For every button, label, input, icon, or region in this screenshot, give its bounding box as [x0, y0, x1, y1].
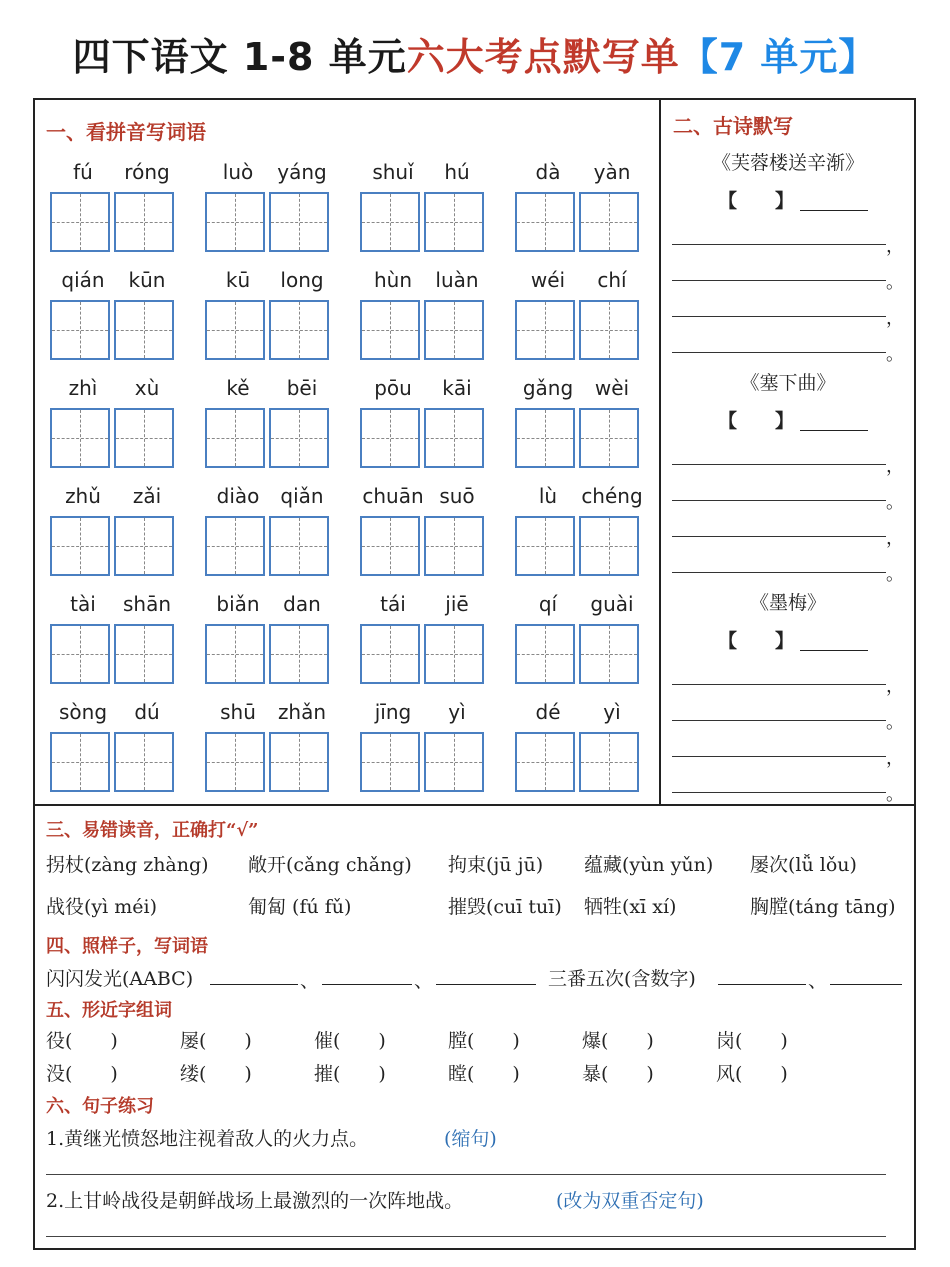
- poem-punctuation: ，: [886, 236, 904, 257]
- pinyin-syllable: zǎi: [132, 484, 162, 508]
- writing-box[interactable]: [205, 624, 265, 684]
- pinyin-syllable: lù: [538, 484, 558, 508]
- pinyin-syllable: pōu: [374, 376, 412, 400]
- pinyin-syllable: shuǐ: [372, 160, 414, 184]
- pinyin-syllable: dú: [134, 700, 160, 724]
- pinyin-label: [515, 484, 647, 512]
- poem-title: 《塞下曲》: [740, 372, 836, 394]
- poem-answer-line[interactable]: [672, 756, 886, 757]
- pinyin-label: [515, 376, 647, 404]
- poem-author-blank[interactable]: [800, 634, 868, 651]
- writing-box[interactable]: [515, 516, 575, 576]
- divider-vertical: [659, 98, 661, 805]
- char-item: 役( ): [46, 1030, 118, 1052]
- pinyin-label: [50, 376, 182, 404]
- poem-answer-line[interactable]: [672, 536, 886, 537]
- pinyin-syllable: wèi: [594, 376, 630, 400]
- poem-punctuation: 。: [886, 492, 904, 513]
- reading-item: 匍匐 (fú fǔ): [248, 896, 352, 918]
- writing-box[interactable]: [515, 624, 575, 684]
- title-part-blue: 【7 单元】: [679, 35, 878, 79]
- poem-answer-line[interactable]: [672, 244, 886, 245]
- writing-box[interactable]: [269, 192, 329, 252]
- answer-blank[interactable]: [436, 984, 536, 985]
- poem-punctuation: ，: [886, 748, 904, 769]
- writing-box[interactable]: [50, 624, 110, 684]
- poem-answer-line[interactable]: [672, 572, 886, 573]
- pinyin-syllable: luò: [222, 160, 254, 184]
- reading-item: 拐杖(zàng zhàng): [46, 854, 209, 876]
- writing-box[interactable]: [424, 192, 484, 252]
- pinyin-syllable: sòng: [58, 700, 108, 724]
- answer-blank[interactable]: [830, 984, 902, 985]
- writing-box[interactable]: [579, 408, 639, 468]
- writing-box[interactable]: [114, 408, 174, 468]
- section4-title: 四、照样子，写词语: [46, 936, 208, 957]
- title-part-red: 六大考点默写单: [406, 35, 680, 79]
- pinyin-syllable: chéng: [581, 484, 643, 508]
- pinyin-label: [50, 268, 182, 296]
- poem-punctuation: 。: [886, 784, 904, 805]
- pinyin-label: [360, 268, 492, 296]
- pinyin-syllable: chuān: [362, 484, 424, 508]
- pinyin-label: [360, 376, 492, 404]
- pinyin-syllable: guài: [590, 592, 634, 616]
- pinyin-label: [50, 484, 182, 512]
- reading-item: 摧毁(cuī tuī): [448, 896, 562, 918]
- pinyin-syllable: hú: [444, 160, 470, 184]
- reading-item: 胸膛(táng tāng): [750, 896, 896, 918]
- pinyin-label: [50, 160, 182, 188]
- char-item: 岗( ): [716, 1030, 788, 1052]
- pinyin-syllable: kāi: [442, 376, 472, 400]
- pinyin-syllable: yàn: [593, 160, 631, 184]
- poem-answer-line[interactable]: [672, 464, 886, 465]
- pinyin-syllable: suō: [439, 484, 475, 508]
- poem-punctuation: 。: [886, 564, 904, 585]
- pinyin-label: [205, 700, 337, 728]
- pinyin-syllable: kūn: [128, 268, 166, 292]
- pinyin-syllable: dan: [283, 592, 321, 616]
- char-item: 缕( ): [180, 1063, 252, 1085]
- pinyin-syllable: xù: [134, 376, 160, 400]
- pinyin-label: [205, 592, 337, 620]
- writing-box[interactable]: [424, 732, 484, 792]
- writing-box[interactable]: [515, 300, 575, 360]
- writing-box[interactable]: [515, 732, 575, 792]
- writing-box[interactable]: [269, 300, 329, 360]
- title-part-black: 四下语文 1-8 单元: [72, 35, 407, 79]
- pinyin-syllable: kě: [226, 376, 250, 400]
- answer-blank[interactable]: [210, 984, 298, 985]
- pinyin-label: [515, 160, 647, 188]
- reading-item: 拘束(jū jū): [448, 854, 544, 876]
- pinyin-syllable: jiē: [445, 592, 469, 616]
- pinyin-syllable: wéi: [530, 268, 566, 292]
- section1-title: 一、看拼音写词语: [46, 120, 206, 144]
- char-item: 膛( ): [448, 1030, 520, 1052]
- pinyin-syllable: chí: [597, 268, 627, 292]
- writing-box[interactable]: [515, 408, 575, 468]
- writing-box[interactable]: [424, 408, 484, 468]
- writing-box[interactable]: [114, 624, 174, 684]
- writing-box[interactable]: [579, 192, 639, 252]
- reading-item: 战役(yì méi): [46, 896, 158, 918]
- pinyin-label: [360, 484, 492, 512]
- writing-box[interactable]: [360, 408, 420, 468]
- pinyin-syllable: fú: [73, 160, 93, 184]
- writing-box[interactable]: [424, 516, 484, 576]
- pinyin-syllable: gǎng: [522, 376, 574, 400]
- pinyin-syllable: diào: [216, 484, 260, 508]
- pinyin-label: [360, 592, 492, 620]
- pinyin-label: [360, 160, 492, 188]
- poem-author-blank[interactable]: [800, 414, 868, 431]
- poem-answer-line[interactable]: [672, 280, 886, 281]
- word-example-1: 闪闪发光(AABC): [46, 968, 194, 990]
- pinyin-syllable: yáng: [277, 160, 327, 184]
- pinyin-syllable: shū: [220, 700, 256, 724]
- poem-punctuation: ，: [886, 676, 904, 697]
- pinyin-label: [50, 592, 182, 620]
- pinyin-syllable: zhì: [68, 376, 98, 400]
- poem-punctuation: 。: [886, 272, 904, 293]
- writing-box[interactable]: [360, 516, 420, 576]
- pinyin-syllable: biǎn: [216, 592, 260, 616]
- char-item: 没( ): [46, 1063, 118, 1085]
- char-item: 摧( ): [314, 1063, 386, 1085]
- writing-box[interactable]: [360, 300, 420, 360]
- poem-title: 《墨梅》: [749, 592, 826, 614]
- char-item: 爆( ): [582, 1030, 654, 1052]
- writing-box[interactable]: [424, 624, 484, 684]
- poem-answer-line[interactable]: [672, 792, 886, 793]
- pinyin-syllable: qí: [538, 592, 558, 616]
- reading-item: 屡次(lǚ lǒu): [750, 854, 857, 876]
- answer-blank[interactable]: [718, 984, 806, 985]
- answer-line-2[interactable]: [46, 1236, 886, 1237]
- writing-box[interactable]: [360, 732, 420, 792]
- separator: 、: [808, 970, 828, 992]
- reading-item: 敞开(cǎng chǎng): [248, 854, 412, 876]
- page-title: [0, 26, 950, 81]
- poem-answer-line[interactable]: [672, 684, 886, 685]
- pinyin-syllable: luàn: [435, 268, 479, 292]
- writing-box[interactable]: [205, 300, 265, 360]
- writing-box[interactable]: [360, 624, 420, 684]
- writing-box[interactable]: [269, 516, 329, 576]
- word-example-2: 三番五次(含数字): [548, 968, 696, 990]
- pinyin-syllable: hùn: [373, 268, 413, 292]
- pinyin-syllable: tái: [380, 592, 406, 616]
- poem-author-field[interactable]: [718, 186, 868, 213]
- pinyin-label: [515, 268, 647, 296]
- pinyin-syllable: qiǎn: [280, 484, 324, 508]
- writing-box[interactable]: [114, 516, 174, 576]
- answer-blank[interactable]: [322, 984, 412, 985]
- separator: 、: [414, 970, 434, 992]
- pinyin-syllable: dà: [535, 160, 561, 184]
- char-item: 风( ): [716, 1063, 788, 1085]
- pinyin-syllable: róng: [124, 160, 170, 184]
- section3-title: 三、易错读音，正确打“√”: [46, 820, 259, 841]
- pinyin-syllable: tài: [70, 592, 96, 616]
- pinyin-label: [360, 700, 492, 728]
- poem-author-bracket: 【 】: [718, 630, 795, 652]
- poem-punctuation: 。: [886, 344, 904, 365]
- writing-box[interactable]: [50, 192, 110, 252]
- char-item: 瞠( ): [448, 1063, 520, 1085]
- divider-horizontal: [33, 804, 916, 806]
- writing-box[interactable]: [269, 732, 329, 792]
- reading-item: 牺牲(xī xí): [584, 896, 677, 918]
- poem-author-bracket: 【 】: [718, 410, 795, 432]
- poem-answer-line[interactable]: [672, 352, 886, 353]
- pinyin-label: [205, 160, 337, 188]
- sentence-hint-2: (改为双重否定句): [556, 1190, 704, 1212]
- char-item: 屡( ): [180, 1030, 252, 1052]
- char-item: 催( ): [314, 1030, 386, 1052]
- sentence-question-1: 1.黄继光愤怒地注视着敌人的火力点。: [46, 1128, 369, 1150]
- pinyin-syllable: kū: [225, 268, 251, 292]
- section5-title: 五、形近字组词: [46, 1000, 172, 1021]
- answer-line-1[interactable]: [46, 1174, 886, 1175]
- poem-answer-line[interactable]: [672, 500, 886, 501]
- pinyin-label: [205, 268, 337, 296]
- char-item: 暴( ): [582, 1063, 654, 1085]
- poem-author-field[interactable]: [718, 406, 868, 433]
- poem-answer-line[interactable]: [672, 720, 886, 721]
- writing-box[interactable]: [205, 408, 265, 468]
- writing-box[interactable]: [579, 516, 639, 576]
- pinyin-syllable: zhǎn: [277, 700, 327, 724]
- writing-box[interactable]: [269, 624, 329, 684]
- poem-punctuation: ，: [886, 456, 904, 477]
- writing-box[interactable]: [50, 408, 110, 468]
- writing-box[interactable]: [269, 408, 329, 468]
- section6-title: 六、句子练习: [46, 1096, 154, 1117]
- sentence-question-2: 2.上甘岭战役是朝鲜战场上最激烈的一次阵地战。: [46, 1190, 464, 1212]
- poem-author-bracket: 【 】: [718, 190, 795, 212]
- sentence-hint-1: (缩句): [444, 1128, 497, 1150]
- writing-box[interactable]: [50, 516, 110, 576]
- pinyin-syllable: jīng: [374, 700, 412, 724]
- pinyin-label: [515, 700, 647, 728]
- pinyin-label: [205, 376, 337, 404]
- poem-author-field[interactable]: [718, 626, 868, 653]
- pinyin-label: [50, 700, 182, 728]
- pinyin-syllable: qián: [61, 268, 105, 292]
- writing-box[interactable]: [579, 732, 639, 792]
- writing-box[interactable]: [360, 192, 420, 252]
- pinyin-syllable: yì: [448, 700, 466, 724]
- writing-box[interactable]: [114, 300, 174, 360]
- writing-box[interactable]: [424, 300, 484, 360]
- writing-box[interactable]: [579, 300, 639, 360]
- pinyin-syllable: dé: [535, 700, 561, 724]
- writing-box[interactable]: [50, 300, 110, 360]
- pinyin-syllable: yì: [603, 700, 621, 724]
- poem-answer-line[interactable]: [672, 316, 886, 317]
- poem-punctuation: 。: [886, 712, 904, 733]
- writing-box[interactable]: [515, 192, 575, 252]
- writing-box[interactable]: [114, 732, 174, 792]
- section2-title: 二、古诗默写: [673, 114, 793, 138]
- pinyin-syllable: long: [280, 268, 324, 292]
- writing-box[interactable]: [205, 732, 265, 792]
- poem-punctuation: ，: [886, 528, 904, 549]
- pinyin-label: [205, 484, 337, 512]
- pinyin-syllable: shān: [122, 592, 172, 616]
- poem-title: 《芙蓉楼送辛渐》: [711, 152, 864, 174]
- separator: 、: [300, 970, 320, 992]
- writing-box[interactable]: [50, 732, 110, 792]
- writing-box[interactable]: [579, 624, 639, 684]
- pinyin-syllable: bēi: [286, 376, 318, 400]
- writing-box[interactable]: [205, 516, 265, 576]
- writing-box[interactable]: [205, 192, 265, 252]
- pinyin-label: [515, 592, 647, 620]
- writing-box[interactable]: [114, 192, 174, 252]
- poem-punctuation: ，: [886, 308, 904, 329]
- reading-item: 蕴藏(yùn yǔn): [584, 854, 714, 876]
- pinyin-syllable: zhǔ: [65, 484, 101, 508]
- poem-author-blank[interactable]: [800, 194, 868, 211]
